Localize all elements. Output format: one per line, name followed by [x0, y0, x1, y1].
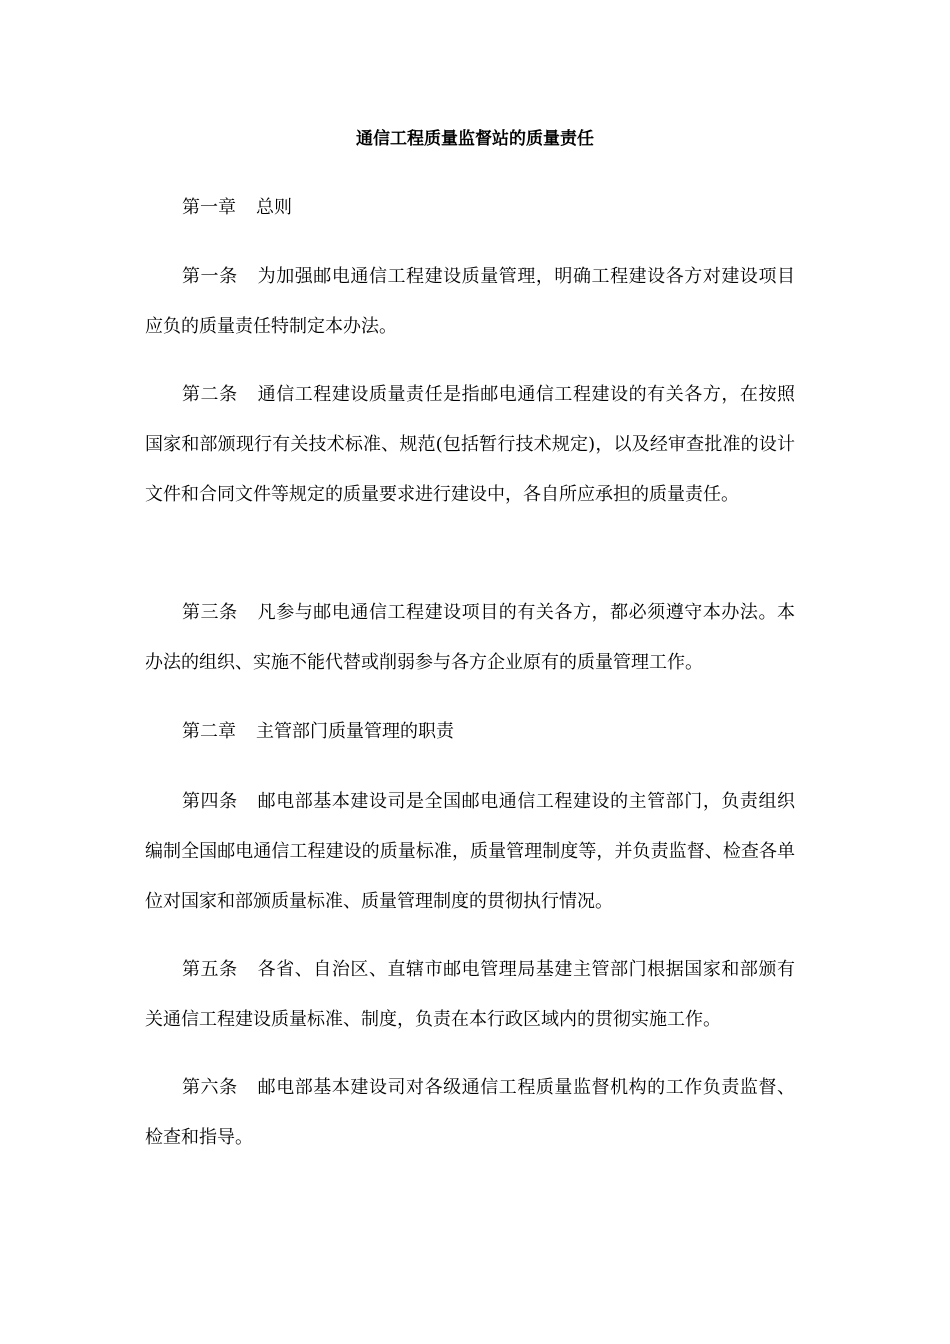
article-label: 第三条: [182, 602, 238, 623]
article-6: [145, 1063, 795, 1163]
article-4: [145, 777, 795, 927]
chapter-2-heading: [145, 707, 795, 757]
article-label: 第二条: [182, 384, 238, 405]
article-1: [145, 252, 795, 352]
chapter-label: 第一章: [182, 197, 236, 218]
article-label: 第一条: [182, 266, 238, 287]
article-text: 邮电部基本建设司是全国邮电通信工程建设的主管部门，负责组织编制全国邮电通信工程建设的质量标准，质量管理制度等，并负责监督、检查各单位对国家和部颁质量标准、质量管理制度的贯彻执行情况。: [145, 791, 796, 912]
article-text: 各省、自治区、直辖市邮电管理局基建主管部门根据国家和部颁有关通信工程建设质量标准、制度，负责在本行政区域内的贯彻实施工作。: [145, 959, 796, 1030]
article-text: 为加强邮电通信工程建设质量管理，明确工程建设各方对建设项目应负的质量责任特制定本办法。: [145, 266, 796, 337]
article-label: 第四条: [182, 791, 238, 812]
chapter-label: 第二章: [182, 721, 236, 742]
article-label: 第六条: [182, 1077, 238, 1098]
chapter-text: 主管部门质量管理的职责: [256, 721, 454, 742]
article-text: 邮电部基本建设司对各级通信工程质量监督机构的工作负责监督、检查和指导。: [145, 1077, 796, 1148]
article-2: [145, 370, 795, 520]
article-5: [145, 945, 795, 1045]
article-text: 通信工程建设质量责任是指邮电通信工程建设的有关各方，在按照国家和部颁现行有关技术标准、规范(包括暂行技术规定)，以及经审查批准的设计文件和合同文件等规定的质量要求进行建设中，各自所应承担的质量责任。: [145, 384, 796, 505]
article-3: [145, 588, 795, 688]
document-title: 通信工程质量监督站的质量责任: [356, 129, 594, 149]
chapter-1-heading: [145, 183, 795, 233]
article-text: 凡参与邮电通信工程建设项目的有关各方，都必须遵守本办法。本办法的组织、实施不能代替或削弱参与各方企业原有的质量管理工作。: [145, 602, 796, 673]
chapter-text: 总则: [256, 197, 292, 218]
article-label: 第五条: [182, 959, 238, 980]
